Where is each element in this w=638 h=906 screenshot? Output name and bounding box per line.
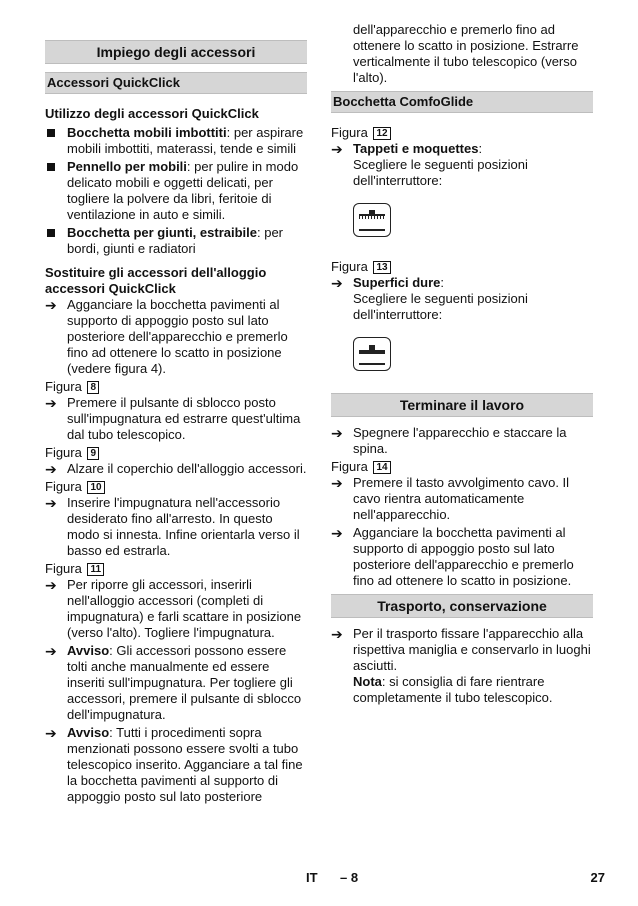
arrow-icon: ➔ [45,297,57,313]
step-item: ➔ Agganciare la bocchetta pavimenti al supporto di appoggio posto sul lato posteriore dell'apparecchio e premerlo fino ad ottenere lo scatto in posizione (vedere figura 4). [45,297,288,376]
figure-ref: Figura 9 [45,445,307,461]
arrow-icon: ➔ [45,725,57,741]
footer-language: IT [306,870,318,885]
replace-heading: Sostituire gli accessori dell'alloggio accessori QuickClick [45,265,267,296]
step-item: ➔ Superfici dure: Scegliere le seguenti posizioni dell'interruttore: [331,275,528,322]
arrow-icon: ➔ [331,141,343,157]
step-item: ➔ Tappeti e moquettes: Scegliere le seguenti posizioni dell'interruttore: [331,141,528,188]
arrow-icon: ➔ [45,643,57,659]
arrow-icon: ➔ [45,495,57,511]
arrow-icon: ➔ [331,275,343,291]
footer-page-label: – 8 [340,870,359,885]
subsection-title-quickclick: Accessori QuickClick [45,72,307,94]
step-item: ➔ Spegnere l'apparecchio e staccare la spina. [331,425,567,456]
arrow-icon: ➔ [331,626,343,642]
continued-text: dell'apparecchio e premerlo fino ad ottenere lo scatto in posizione. Estrarre verticalmente il tubo telescopico (verso l'alto). [353,22,579,85]
figure-ref: Figura 12 [331,125,593,141]
arrow-icon: ➔ [45,395,57,411]
figure-ref: Figura 11 [45,561,307,577]
figure-ref: Figura 14 [331,459,593,475]
switch-hard-floor-position-icon [353,337,391,371]
step-item: ➔ Premere il tasto avvolgimento cavo. Il cavo rientra automaticamente nell'apparecchio. [331,475,570,522]
right-column [331,22,593,708]
figure-ref: Figura 13 [331,259,593,275]
step-item: ➔ Premere il pulsante di sblocco posto sull'impugnatura ed estrarre quest'ultima dal tubo telescopico. [45,395,301,442]
usage-heading: Utilizzo degli accessori QuickClick [45,106,259,121]
switch-carpet-position-icon [353,203,391,237]
list-item: Bocchetta mobili imbottiti: per aspirare mobili imbottiti, materassi, tende e simili [67,125,304,156]
arrow-icon: ➔ [331,525,343,541]
left-column [45,40,307,807]
figure-ref: Figura 10 [45,479,307,495]
section-title-accessories: Impiego degli accessori [45,40,307,64]
arrow-icon: ➔ [45,577,57,593]
figure-ref: Figura 8 [45,379,307,395]
subsection-title-comfoglide: Bocchetta ComfoGlide [331,91,593,113]
step-item: ➔ Inserire l'impugnatura nell'accessorio desiderato fino all'arresto. In questo modo si innesta. Infine orientarla verso il basso ed estrarla. [45,495,300,558]
arrow-icon: ➔ [45,461,57,477]
note-item: ➔ Avviso: Gli accessori possono essere tolti anche manualmente ed essere inseriti sull'impugnatura. Per togliere gli accessori, premere il pulsante di sblocco dell'impugnatura. [45,643,302,722]
step-item: ➔ Per riporre gli accessori, inserirli nell'alloggio accessori (completi di impugnatura) e farli scattare in posizione (verso l'alto). Togliere l'impugnatura. [45,577,302,640]
arrow-icon: ➔ [331,425,343,441]
section-title-finish: Terminare il lavoro [331,393,593,417]
step-item: ➔ Agganciare la bocchetta pavimenti al supporto di appoggio posto sul lato posteriore dell'apparecchio e premerlo fino ad ottenere lo scatto in posizione. [331,525,574,588]
list-item: Bocchetta per giunti, estraibile: per bordi, giunti e radiatori [67,225,284,256]
step-item: ➔ Per il trasporto fissare l'apparecchio alla rispettiva maniglia e conservarlo in luoghi asciutti. Nota: si consiglia di fare rientrare completamente il tubo telescopico. [331,626,591,705]
step-item: ➔ Alzare il coperchio dell'alloggio accessori. [45,461,307,477]
section-title-transport: Trasporto, conservazione [331,594,593,618]
note-item: ➔ Avviso: Tutti i procedimenti sopra menzionati possono essere svolti a tubo telescopico inserito. Agganciare a tal fine la bocchetta pavimenti al supporto di appoggio posto sul lato posteriore [45,725,303,804]
arrow-icon: ➔ [331,475,343,491]
footer-page-number: 27 [590,870,605,885]
list-item: Pennello per mobili: per pulire in modo delicato mobili e oggetti delicati, per togliere la polvere da libri, feritoie di ventilazione in auto e simili. [67,159,299,222]
